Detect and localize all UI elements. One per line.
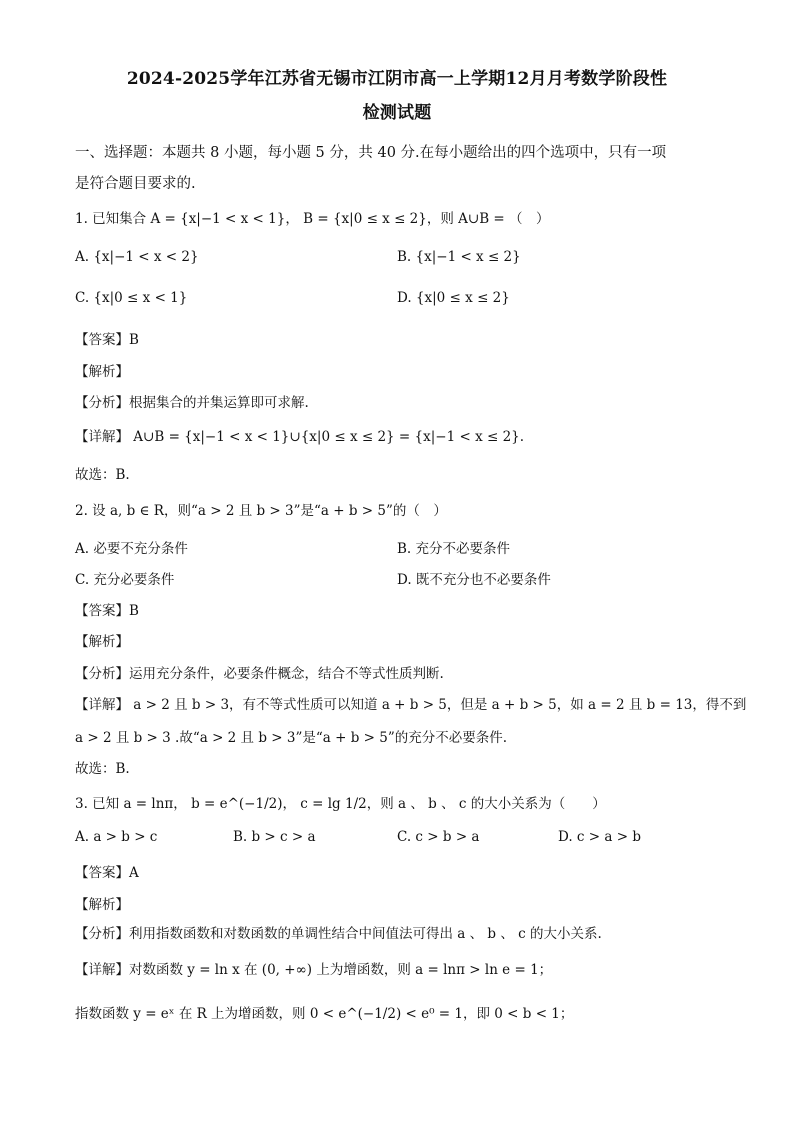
q3-jiexi: 【解析】 [75, 897, 129, 913]
q2-xiangjie-line1: 【详解】 a > 2 且 b > 3，有不等式性质可以知道 a + b > 5，但是 a + b > 5，如 a = 2 且 b = 13，得不到 [75, 697, 747, 713]
q1-choose: 故选：B. [75, 467, 130, 483]
q2-stem: 2. 设 a, b ∈ R，则“a > 2 且 b > 3”是“a + b > 5”的（ ） [75, 503, 447, 519]
q2-jiexi: 【解析】 [75, 634, 129, 650]
q3-stem: 3. 已知 a = lnπ， b = e^(−1/2)， c = lg 1/2，则 a 、 b 、 c 的大小关系为（ ） [75, 796, 606, 812]
q1-jiexi: 【解析】 [75, 364, 129, 380]
q3-option-d: D. c > a > b [558, 829, 641, 845]
q2-option-b: B. 充分不必要条件 [397, 541, 511, 557]
q1-fenxi: 【分析】根据集合的并集运算即可求解. [75, 395, 309, 411]
q3-fenxi: 【分析】利用指数函数和对数函数的单调性结合中间值法可得出 a 、 b 、 c 的大小关系. [75, 926, 602, 942]
q1-answer: 【答案】B [75, 332, 139, 348]
q1-option-d: D. {x|0 ≤ x ≤ 2} [397, 290, 510, 306]
q3-option-c: C. c > b > a [397, 829, 480, 845]
q2-option-d: D. 既不充分也不必要条件 [397, 572, 551, 588]
q2-xiangjie-line2: a > 2 且 b > 3 .故“a > 2 且 b > 3”是“a + b > 5”的充分不必要条件. [75, 730, 508, 746]
q3-xiangjie-line1: 【详解】对数函数 y = ln x 在 (0, +∞) 上为增函数，则 a = lnπ > ln e = 1； [75, 962, 553, 978]
q2-answer: 【答案】B [75, 603, 139, 619]
doc-title-line1: 2024-2025学年江苏省无锡市江阴市高一上学期12月月考数学阶段性 [126, 69, 668, 89]
section-instructions-line1: 一、选择题：本题共 8 小题，每小题 5 分，共 40 分.在每小题给出的四个选项中，只有一项 [75, 145, 667, 161]
q1-option-a: A. {x|−1 < x < 2} [75, 249, 199, 265]
doc-title-line2: 检测试题 [362, 103, 432, 123]
q2-choose: 故选：B. [75, 761, 130, 777]
q1-option-b: B. {x|−1 < x ≤ 2} [397, 249, 521, 265]
q2-option-c: C. 充分必要条件 [75, 572, 175, 588]
q2-option-a: A. 必要不充分条件 [75, 541, 188, 557]
q1-xiangjie: 【详解】 A∪B = {x|−1 < x < 1}∪{x|0 ≤ x ≤ 2} = {x|−1 < x ≤ 2}. [75, 429, 525, 445]
q1-option-c: C. {x|0 ≤ x < 1} [75, 290, 188, 306]
q3-xiangjie-line2: 指数函数 y = eˣ 在 R 上为增函数，则 0 < e^(−1/2) < e⁰ = 1，即 0 < b < 1； [75, 1006, 574, 1022]
q3-option-a: A. a > b > c [75, 829, 158, 845]
q2-fenxi: 【分析】运用充分条件，必要条件概念，结合不等式性质判断. [75, 666, 444, 682]
q1-stem: 1. 已知集合 A = {x|−1 < x < 1}， B = {x|0 ≤ x ≤ 2}，则 A∪B = （ ） [75, 211, 550, 227]
q3-answer: 【答案】A [75, 865, 139, 881]
section-instructions-line2: 是符合题目要求的. [75, 176, 196, 192]
q3-option-b: B. b > c > a [233, 829, 316, 845]
